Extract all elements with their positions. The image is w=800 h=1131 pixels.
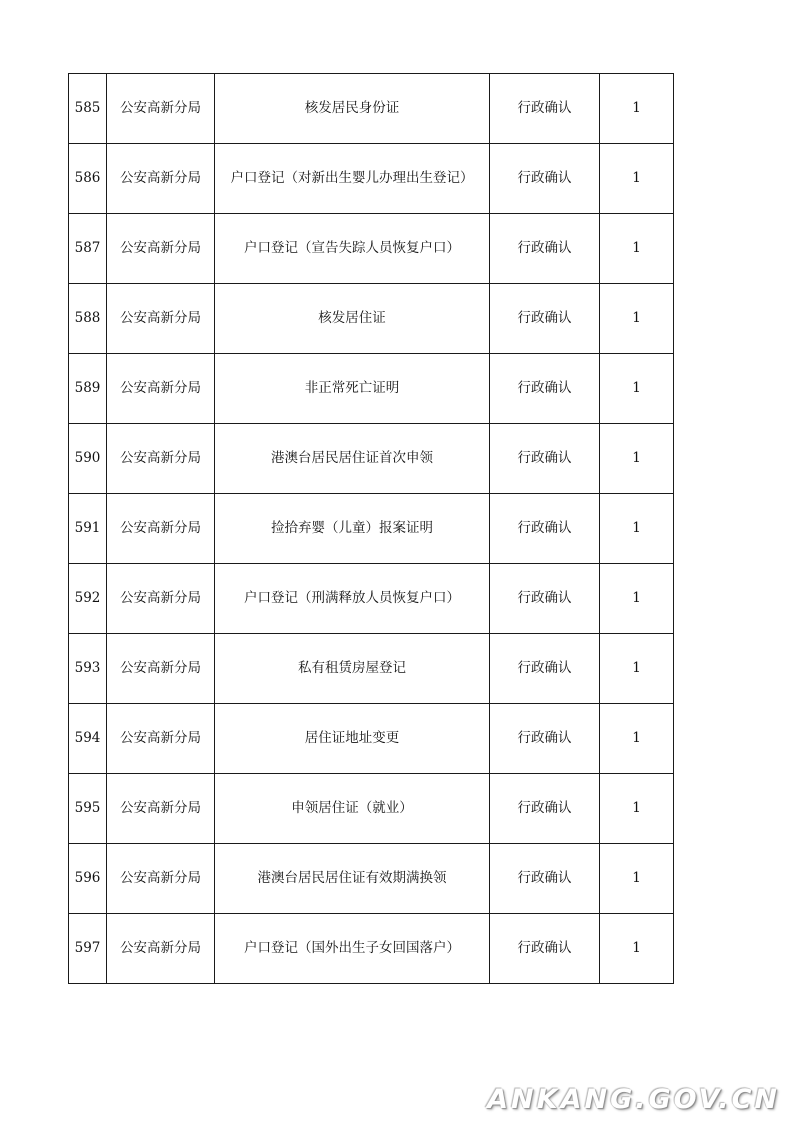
row-number-cell: 586 bbox=[69, 144, 107, 214]
row-number-cell: 589 bbox=[69, 354, 107, 424]
row-number-cell: 587 bbox=[69, 214, 107, 284]
item-type-cell: 行政确认 bbox=[490, 704, 600, 774]
department-cell: 公安高新分局 bbox=[107, 214, 215, 284]
table-body bbox=[69, 74, 674, 984]
service-item-cell: 户口登记（国外出生子女回国落户） bbox=[215, 914, 490, 984]
service-item-cell: 私有租赁房屋登记 bbox=[215, 634, 490, 704]
department-cell: 公安高新分局 bbox=[107, 284, 215, 354]
row-number-cell: 588 bbox=[69, 284, 107, 354]
table-row bbox=[69, 284, 674, 354]
count-cell: 1 bbox=[600, 494, 674, 564]
service-item-cell: 核发居民身份证 bbox=[215, 74, 490, 144]
count-cell: 1 bbox=[600, 74, 674, 144]
table-row bbox=[69, 914, 674, 984]
service-item-cell: 申领居住证（就业） bbox=[215, 774, 490, 844]
item-type-cell: 行政确认 bbox=[490, 564, 600, 634]
row-number-cell: 596 bbox=[69, 844, 107, 914]
item-type-cell: 行政确认 bbox=[490, 424, 600, 494]
row-number-cell: 594 bbox=[69, 704, 107, 774]
item-type-cell: 行政确认 bbox=[490, 284, 600, 354]
row-number-cell: 593 bbox=[69, 634, 107, 704]
item-type-cell: 行政确认 bbox=[490, 774, 600, 844]
item-type-cell: 行政确认 bbox=[490, 214, 600, 284]
item-type-cell: 行政确认 bbox=[490, 354, 600, 424]
service-item-cell: 捡拾弃婴（儿童）报案证明 bbox=[215, 494, 490, 564]
department-cell: 公安高新分局 bbox=[107, 424, 215, 494]
item-type-cell: 行政确认 bbox=[490, 74, 600, 144]
table-row bbox=[69, 494, 674, 564]
table-row bbox=[69, 144, 674, 214]
department-cell: 公安高新分局 bbox=[107, 914, 215, 984]
table-row bbox=[69, 844, 674, 914]
row-number-cell: 597 bbox=[69, 914, 107, 984]
service-item-cell: 港澳台居民居住证有效期满换领 bbox=[215, 844, 490, 914]
count-cell: 1 bbox=[600, 634, 674, 704]
item-type-cell: 行政确认 bbox=[490, 634, 600, 704]
service-item-cell: 户口登记（刑满释放人员恢复户口） bbox=[215, 564, 490, 634]
service-item-cell: 非正常死亡证明 bbox=[215, 354, 490, 424]
service-item-cell: 户口登记（对新出生婴儿办理出生登记） bbox=[215, 144, 490, 214]
service-item-cell: 户口登记（宣告失踪人员恢复户口） bbox=[215, 214, 490, 284]
table-row bbox=[69, 74, 674, 144]
department-cell: 公安高新分局 bbox=[107, 844, 215, 914]
service-item-cell: 居住证地址变更 bbox=[215, 704, 490, 774]
department-cell: 公安高新分局 bbox=[107, 704, 215, 774]
item-type-cell: 行政确认 bbox=[490, 844, 600, 914]
department-cell: 公安高新分局 bbox=[107, 634, 215, 704]
count-cell: 1 bbox=[600, 284, 674, 354]
department-cell: 公安高新分局 bbox=[107, 74, 215, 144]
count-cell: 1 bbox=[600, 844, 674, 914]
count-cell: 1 bbox=[600, 424, 674, 494]
count-cell: 1 bbox=[600, 564, 674, 634]
table-row bbox=[69, 704, 674, 774]
site-watermark: ANKANG.GOV.CN bbox=[487, 1084, 780, 1115]
table-row bbox=[69, 424, 674, 494]
item-type-cell: 行政确认 bbox=[490, 914, 600, 984]
table-row bbox=[69, 774, 674, 844]
count-cell: 1 bbox=[600, 214, 674, 284]
department-cell: 公安高新分局 bbox=[107, 354, 215, 424]
count-cell: 1 bbox=[600, 914, 674, 984]
row-number-cell: 585 bbox=[69, 74, 107, 144]
item-type-cell: 行政确认 bbox=[490, 144, 600, 214]
service-item-cell: 核发居住证 bbox=[215, 284, 490, 354]
table-row bbox=[69, 634, 674, 704]
count-cell: 1 bbox=[600, 704, 674, 774]
row-number-cell: 591 bbox=[69, 494, 107, 564]
table-row bbox=[69, 354, 674, 424]
department-cell: 公安高新分局 bbox=[107, 564, 215, 634]
service-item-cell: 港澳台居民居住证首次申领 bbox=[215, 424, 490, 494]
count-cell: 1 bbox=[600, 354, 674, 424]
department-cell: 公安高新分局 bbox=[107, 494, 215, 564]
table-row bbox=[69, 564, 674, 634]
count-cell: 1 bbox=[600, 144, 674, 214]
table-row bbox=[69, 214, 674, 284]
row-number-cell: 590 bbox=[69, 424, 107, 494]
row-number-cell: 595 bbox=[69, 774, 107, 844]
department-cell: 公安高新分局 bbox=[107, 774, 215, 844]
service-items-table bbox=[68, 73, 674, 984]
department-cell: 公安高新分局 bbox=[107, 144, 215, 214]
count-cell: 1 bbox=[600, 774, 674, 844]
row-number-cell: 592 bbox=[69, 564, 107, 634]
item-type-cell: 行政确认 bbox=[490, 494, 600, 564]
